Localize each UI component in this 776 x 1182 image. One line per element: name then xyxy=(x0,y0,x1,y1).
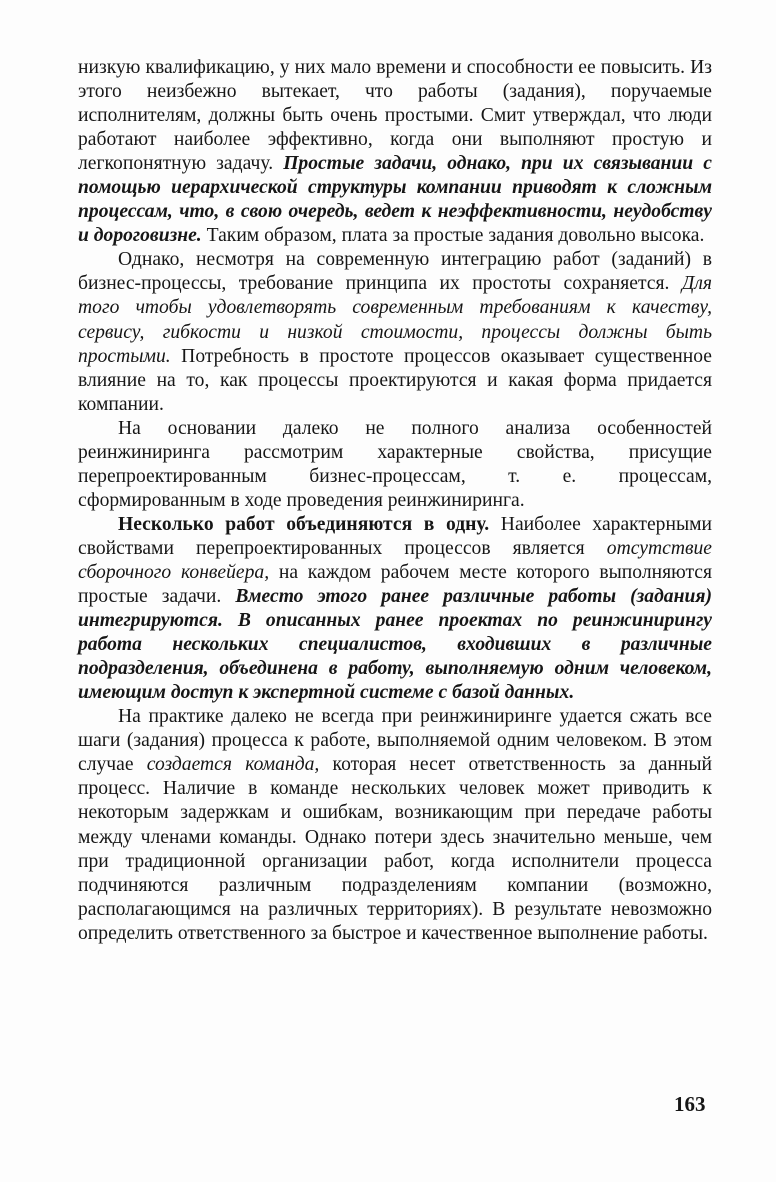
paragraph-5-text-b: которая несет ответственность за данный процесс. Наличие в команде нескольких человек может приводить к некоторым задержкам и ошибкам, возникающим при передаче работы между членами команды. Однако потери здесь значительно меньше, чем при традиционной организации работ, когда исполнители процесса подчиняются различным подразделениям компании (возможно, располагающимся на различных территориях). В результате невозможно определить ответственного за быстрое и качественное выполнение работы. xyxy=(78,754,712,944)
paragraph-4-text-a: Наиболее характерными свойствами перепроектированных процессов является xyxy=(78,513,712,559)
paragraph-5-italic: создается команда, xyxy=(146,754,320,776)
paragraph-4 xyxy=(78,513,712,705)
paragraph-4-run-in-heading: Несколько работ объединяются в одну. xyxy=(118,513,490,535)
paragraph-2-text-b: Потребность в простоте процессов оказывает существенное влияние на то, как процессы проектируются и какая форма придается компании. xyxy=(78,345,712,415)
page-number: 163 xyxy=(674,1092,706,1116)
paragraph-2 xyxy=(78,248,712,416)
paragraph-1-text-b: Таким образом, плата за простые задания довольно высока. xyxy=(201,225,705,247)
paragraph-4-italic: отсутствие сборочного конвейера, xyxy=(78,537,712,583)
paragraph-2-text-a: Однако, несмотря на современную интеграцию работ (заданий) в бизнес-процессы, требование принципа их простоты сохраняется. xyxy=(78,249,712,295)
paragraph-2-emphasis: Для того чтобы удовлетворять современным требованиям к качеству, сервису, гибкости и низкой стоимости, процессы должны быть простыми. xyxy=(78,273,712,367)
paragraph-3-text: На основании далеко не полного анализа особенностей реинжиниринга рассмотрим характерные свойства, присущие перепроектированным бизнес-процессам, т. е. процессам, сформированным в ходе проведения реинжиниринга. xyxy=(78,417,712,511)
paragraph-1 xyxy=(78,56,712,248)
paragraph-1-text-a: низкую квалификацию, у них мало времени и способности ее повысить. Из этого неизбежно вытекает, что работы (задания), поручаемые исполнителям, должны быть очень простыми. Смит утверждал, что люди работают наиболее эффективно, когда они выполняют простую и легкопонятную задачу. xyxy=(78,57,712,175)
paragraph-4-text-b: на каждом рабочем месте которого выполняются простые задачи. xyxy=(78,561,712,608)
paragraph-4-emphasis: Вместо этого ранее различные работы (задания) интегрируются. В описанных ранее проектах по реинжинирингу работа нескольких специалистов, входивших в различные подразделения, объединена в работу, выполняемую одним человеком, имеющим доступ к экспертной системе с базой данных. xyxy=(78,586,712,704)
body-text xyxy=(78,56,712,946)
paragraph-3 xyxy=(78,417,712,513)
paragraph-5 xyxy=(78,705,712,945)
paragraph-5-text-a: На практике далеко не всегда при реинжиниринге удается сжать все шаги (задания) процесса к работе, выполняемой одним человеком. В этом случае xyxy=(78,706,712,776)
paragraph-1-emphasis: Простые задачи, однако, при их связывании с помощью иерархической структуры компании приводят к сложным процессам, что, в свою очередь, ведет к неэффективности, неудобству и дороговизне. xyxy=(78,153,712,247)
